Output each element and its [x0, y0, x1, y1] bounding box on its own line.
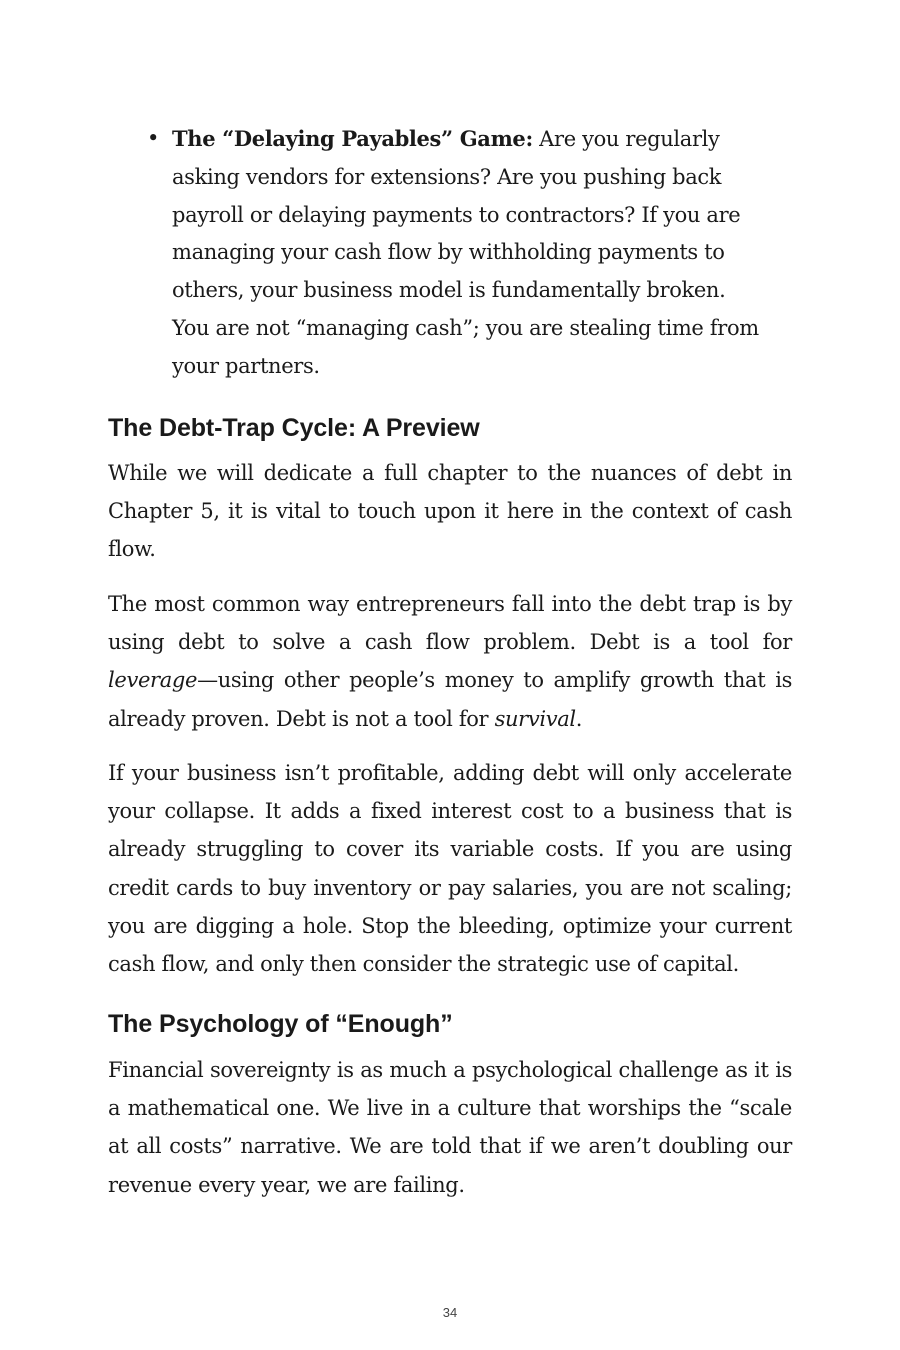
paragraph-text: —using other people’s money to amplify growth that is already proven. Debt is not a tool for [108, 668, 792, 731]
paragraph-debt-collapse: If your business isn’t profitable, adding debt will only accelerate your collapse. It adds a fixed interest cost to a business that is already struggling to cover its variable costs. If you are using credit cards to buy inventory or pay salaries, you are not scaling; you are digging a hole. Stop the bleeding, optimize your current cash flow, and only then consider the strategic use of capital. [108, 761, 792, 977]
bullet-item-delaying-payables [147, 120, 762, 386]
paragraph-text: The most common way entrepreneurs fall into the debt trap is by using debt to solve a cash flow problem. Debt is a tool for [108, 592, 792, 655]
paragraph-psychology: Financial sovereignty is as much a psychological challenge as it is a mathematical one. We live in a culture that worships the “scale at all costs” narrative. We are told that if we aren’t doubling our revenue every year, we are failing. [108, 1058, 792, 1197]
bullet-text: Are you regularly asking vendors for extensions? Are you pushing back payroll or delaying payments to contractors? If you are managing your cash flow by withholding payments to others, your business model is fundamentally broken. You are not “managing cash”; you are stealing time from your partners. [172, 127, 759, 378]
emphasis-leverage: leverage [108, 668, 198, 693]
section-heading-psychology: The Psychology of “Enough” [108, 1010, 453, 1038]
bullet-dot-icon: • [147, 126, 160, 150]
emphasis-survival: survival [494, 706, 576, 731]
document-page [108, 0, 792, 1350]
bullet-label: The “Delaying Payables” Game: [172, 126, 533, 151]
page-number: 34 [442, 1305, 458, 1320]
bullet-list [147, 120, 762, 386]
paragraph-text: . [575, 706, 583, 731]
section-heading-debt-trap: The Debt-Trap Cycle: A Preview [108, 414, 480, 442]
paragraph-debt-intro: While we will dedicate a full chapter to the nuances of debt in Chapter 5, it is vital to touch upon it here in the context of cash flow. [108, 461, 792, 562]
paragraph-debt-leverage [108, 585, 792, 738]
